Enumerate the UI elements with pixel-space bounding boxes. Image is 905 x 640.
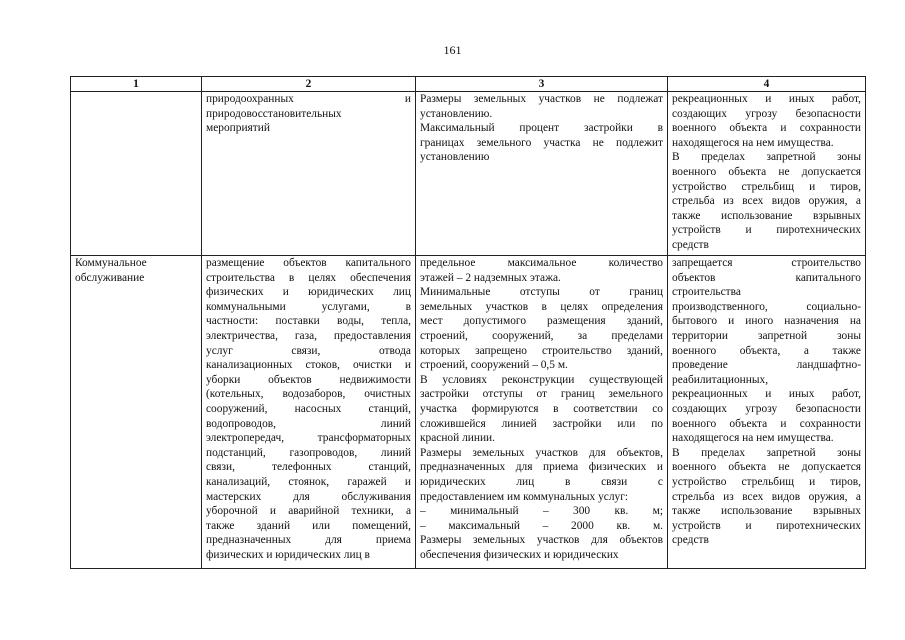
cell-text-line: предельное максимальное количество [420, 257, 663, 269]
column-header-4: 4 [668, 77, 866, 92]
cell-text-line: строений, сооружений – 0,5 м. [420, 359, 568, 372]
cell-text-line: которых запрещено строительство зданий, [420, 344, 663, 357]
cell-text-line: юридических лиц в связи с [420, 475, 663, 488]
cell-text-line: Размеры земельных участков не подлежат [420, 93, 663, 105]
cell-text-line: электричества, газа, предоставления [206, 329, 411, 342]
cell-text-line: устройство стрельбищ и тиров, [672, 475, 861, 488]
cell-text-line: природовосстановительных [206, 107, 342, 120]
cell-text-line: подстанций, газопроводов, линий [206, 446, 411, 459]
table-cell [416, 92, 668, 256]
cell-text-line: Максимальный процент застройки в [420, 122, 663, 135]
cell-text-line: В пределах запретной зоны [672, 151, 861, 164]
cell-text-line: реабилитационных, [672, 373, 769, 386]
cell-text-line: также зданий или помещений, [206, 519, 411, 532]
cell-text-line: военного объекта и сохранности [672, 417, 861, 430]
cell-text-line: канализаций, стоянок, гаражей и [206, 475, 411, 488]
table-row [71, 92, 866, 256]
cell-text-line: средств [672, 534, 709, 547]
column-header-3: 3 [416, 77, 668, 92]
cell-text-line: предназначенных для приема физических и [420, 461, 663, 474]
cell-text-line: находящегося на нем имущества. [672, 432, 834, 445]
cell-text-line: строительства в целях обеспечения [206, 271, 411, 284]
cell-text-line: также использование взрывных [672, 209, 861, 222]
cell-text-line: канализационных стоков, очистки и [206, 359, 411, 372]
table-cell [71, 256, 202, 569]
cell-text-line: этажей – 2 надземных этажа. [420, 271, 561, 284]
cell-text-line: создающих угрозу безопасности [672, 107, 861, 120]
cell-text-line: – минимальный – 300 кв. м; [420, 505, 663, 518]
cell-text-line: застройки отступы от границ земельного [420, 388, 663, 401]
cell-text-line: границах земельного участка не подлежит [420, 136, 663, 149]
cell-text-line: стрельба из всех видов оружия, а [672, 195, 861, 208]
cell-text-line: территории запретной зоны [672, 329, 861, 342]
cell-text-line: военного объекта, а также [672, 344, 861, 357]
cell-text-line: уборки объектов недвижимости [206, 373, 411, 386]
cell-text-line: военного объекта и сохранности [672, 122, 861, 135]
cell-text-line: сложившейся линией застройки или по [420, 417, 663, 430]
cell-text-line: находящегося на нем имущества. [672, 136, 834, 149]
cell-text-line: частности: поставки воды, тепла, [206, 315, 411, 328]
cell-text-line: В пределах запретной зоны [672, 446, 861, 459]
cell-text-line: рекреационных и иных работ, [672, 93, 861, 105]
cell-text-line: бытового и иного назначения на [672, 315, 861, 328]
cell-text-line: физических и юридических лиц [206, 286, 411, 299]
cell-text-line: предоставлением им коммунальных услуг: [420, 490, 629, 503]
cell-text-line: устройств и пиротехнических [672, 519, 861, 532]
cell-text-line: военного объекта не допускается [672, 461, 861, 474]
table-cell [416, 256, 668, 569]
table-header-row [71, 77, 866, 92]
cell-text-line: устройств и пиротехнических [672, 224, 861, 237]
cell-text-line: Размеры земельных участков для объектов [420, 534, 663, 547]
cell-text-line: связи, телефонных станций, [206, 461, 411, 474]
cell-text-line: (котельных, водозаборов, очистных [206, 388, 411, 401]
cell-text-line: обслуживание [75, 271, 145, 284]
cell-text-line: мастерских для обслуживания [206, 490, 411, 503]
cell-text-line: Коммунальное [75, 257, 147, 269]
cell-text-line: установлению. [420, 107, 493, 120]
table-cell [202, 92, 416, 256]
cell-text-line: предназначенных для приема [206, 534, 411, 547]
cell-text-line: физических и юридических лиц в [206, 548, 370, 561]
cell-text-line: объектов капитального [672, 271, 861, 284]
cell-text-line: установлению [420, 151, 490, 164]
cell-text-line: военного объекта не допускается [672, 165, 861, 178]
cell-text-line: обеспечения физических и юридических [420, 548, 619, 561]
table-cell [71, 92, 202, 256]
table-row [71, 256, 866, 569]
cell-text-line: сооружений, насосных станций, [206, 402, 411, 415]
cell-text-line: – максимальный – 2000 кв. м. [420, 519, 663, 532]
cell-text-line: рекреационных и иных работ, [672, 388, 861, 401]
cell-text-line: водопроводов, линий [206, 417, 411, 430]
cell-text-line: В условиях реконструкции существующей [420, 373, 663, 386]
document-table [70, 76, 866, 569]
cell-text-line: производственного, социально- [672, 300, 861, 313]
cell-text-line: запрещается строительство [672, 257, 861, 269]
cell-text-line: услуг связи, отвода [206, 344, 411, 357]
cell-text-line: средств [672, 238, 709, 251]
cell-text-line: природоохранных и [206, 93, 411, 105]
cell-text-line: устройство стрельбищ и тиров, [672, 180, 861, 193]
column-header-2: 2 [202, 77, 416, 92]
cell-text-line: земельных участков в целях определения [420, 300, 663, 313]
cell-text-line: Минимальные отступы от границ [420, 286, 663, 299]
cell-text-line: уборочной и аварийной техники, а [206, 505, 411, 518]
cell-text-line: электропередач, трансформаторных [206, 432, 411, 445]
cell-text-line: участка формируются в соответствии со [420, 402, 663, 415]
table-cell [668, 256, 866, 569]
table-cell [202, 256, 416, 569]
cell-text-line: строительства [672, 286, 741, 299]
cell-text-line: красной линии. [420, 432, 495, 445]
column-header-1: 1 [71, 77, 202, 92]
cell-text-line: мест допустимого размещения зданий, [420, 315, 663, 328]
cell-text-line: проведение ландшафтно- [672, 359, 861, 372]
page-number: 161 [443, 43, 462, 57]
table-cell [668, 92, 866, 256]
cell-text-line: коммунальными услугами, в [206, 300, 411, 313]
cell-text-line: строений, сооружений, за пределами [420, 329, 663, 342]
cell-text-line: размещение объектов капитального [206, 257, 411, 269]
cell-text-line: также использование взрывных [672, 505, 861, 518]
cell-text-line: Размеры земельных участков для объектов, [420, 446, 663, 459]
cell-text-line: создающих угрозу безопасности [672, 402, 861, 415]
cell-text-line: стрельба из всех видов оружия, а [672, 490, 861, 503]
cell-text-line: мероприятий [206, 122, 270, 135]
